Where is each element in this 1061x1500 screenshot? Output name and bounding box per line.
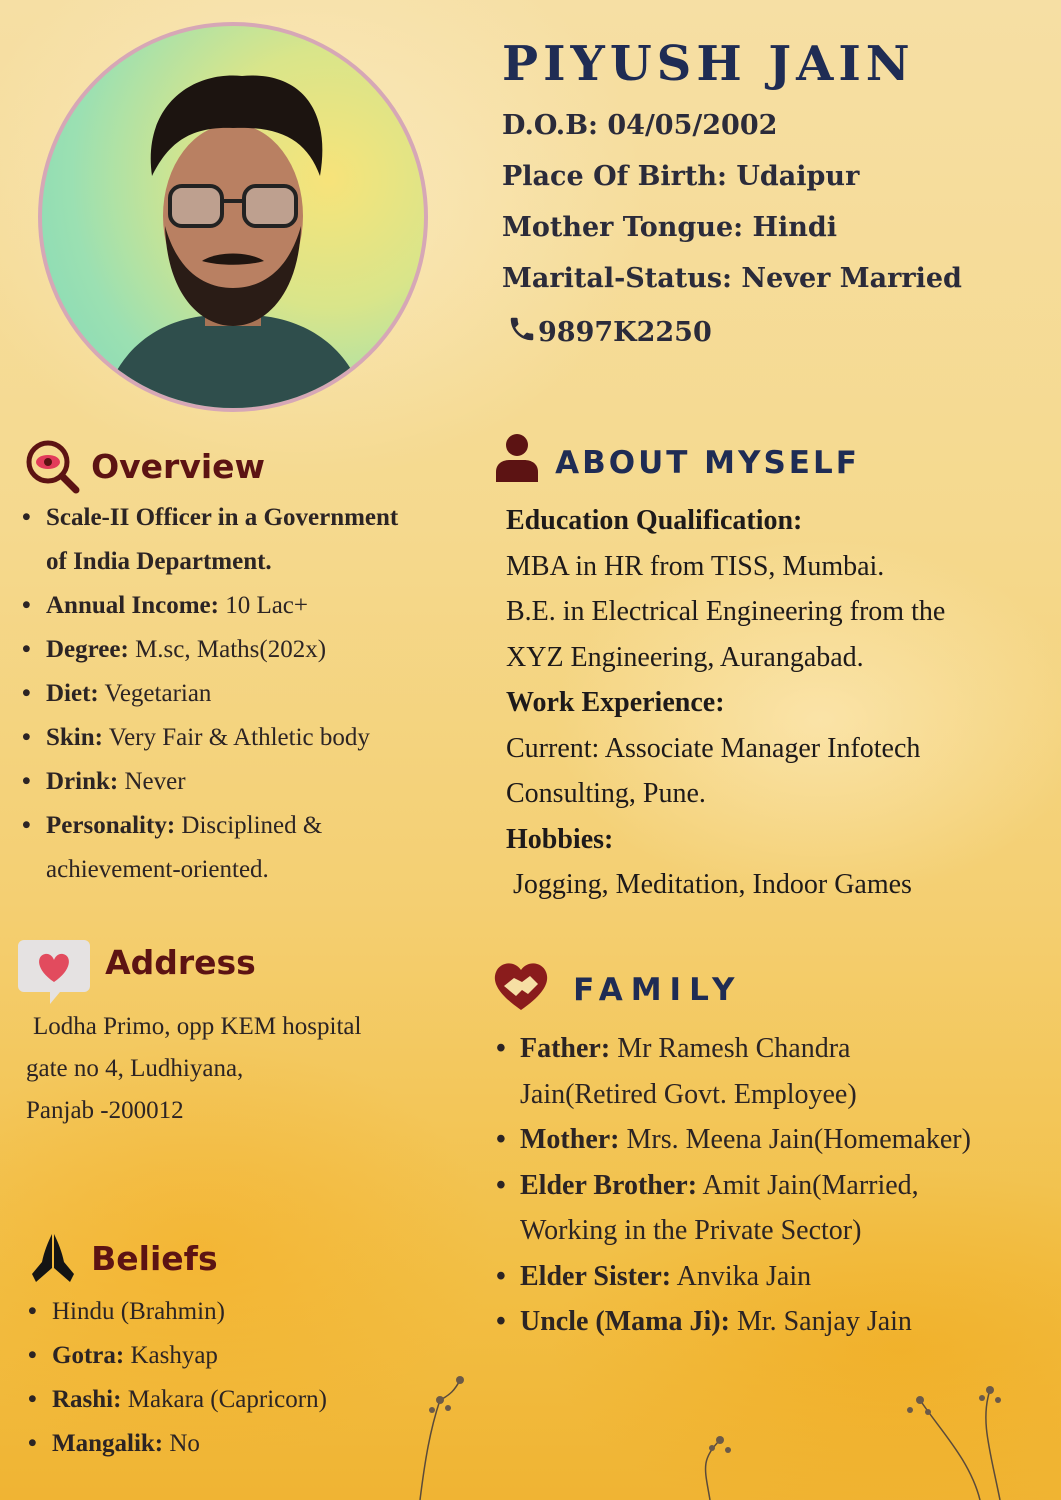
address-line: Panjab -200012 — [26, 1097, 184, 1124]
beliefs-header — [30, 1232, 218, 1284]
list-item: • Mangalik: No — [26, 1422, 426, 1466]
handshake-heart-icon — [492, 960, 550, 1012]
phone-row — [506, 314, 712, 348]
address-header — [16, 936, 256, 1008]
family-header — [492, 960, 742, 1012]
search-eye-icon — [24, 438, 80, 494]
list-item: • Uncle (Mama Ji): Mr. Sanjay Jain — [494, 1299, 1061, 1345]
list-item: • Drink: Never — [20, 760, 470, 804]
family-list — [494, 1026, 1061, 1345]
phone-number: 9897K2250 — [538, 317, 712, 348]
education-line: B.E. in Electrical Engineering from the — [506, 596, 946, 627]
work-label: Work Experience: — [506, 687, 725, 718]
profile-name: PIYUSH JAIN — [502, 36, 915, 92]
list-item: • Degree: M.sc, Maths(202x) — [20, 628, 470, 672]
overview-list — [20, 496, 470, 892]
address-line: gate no 4, Ludhiyana, — [26, 1055, 244, 1082]
person-icon — [494, 432, 540, 482]
dried-flowers-decoration — [380, 1370, 1061, 1500]
beliefs-title: Beliefs — [91, 1238, 218, 1278]
hobbies-label: Hobbies: — [506, 823, 614, 855]
hobbies-line: Jogging, Meditation, Indoor Games — [506, 869, 912, 900]
education-line: XYZ Engineering, Aurangabad. — [506, 641, 864, 673]
overview-header — [24, 438, 265, 494]
list-item: • Mother: Mrs. Meena Jain(Homemaker) — [494, 1117, 1061, 1163]
beliefs-list — [26, 1290, 426, 1466]
list-item: • Diet: Vegetarian — [20, 672, 470, 716]
place-of-birth: Place Of Birth: Udaipur — [502, 161, 860, 192]
list-item: • Rashi: Makara (Capricorn) — [26, 1378, 426, 1422]
list-item: • Gotra: Kashyap — [26, 1334, 426, 1378]
work-line: Current: Associate Manager Infotech — [506, 732, 921, 764]
about-header — [494, 432, 860, 482]
work-line: Consulting, Pune. — [506, 778, 706, 809]
family-title: FAMILY — [573, 972, 743, 1008]
list-item: • Scale-II Officer in a Government of India Department. — [20, 496, 470, 584]
list-item: • Elder Sister: Anvika Jain — [494, 1254, 1061, 1300]
address-line: Lodha Primo, opp KEM hospital — [33, 1013, 362, 1040]
marital-status: Marital-Status: Never Married — [502, 263, 962, 294]
praying-hands-icon — [30, 1232, 76, 1284]
person-portrait — [42, 26, 424, 408]
list-item: • Father: Mr Ramesh Chandra Jain(Retired Govt. Employee) — [494, 1026, 1061, 1117]
overview-title: Overview — [91, 446, 266, 486]
list-item: • Skin: Very Fair & Athletic body — [20, 716, 470, 760]
address-text — [26, 1006, 361, 1132]
heart-chat-icon — [16, 936, 92, 1008]
phone-icon — [506, 314, 538, 344]
address-title: Address — [105, 942, 256, 982]
profile-photo — [38, 22, 428, 412]
list-item: • Annual Income: 10 Lac+ — [20, 584, 470, 628]
list-item: • Hindu (Brahmin) — [26, 1290, 426, 1334]
about-title: ABOUT MYSELF — [555, 445, 860, 481]
dob: D.O.B: 04/05/2002 — [502, 110, 778, 141]
education-label: Education Qualification: — [506, 505, 803, 536]
about-content — [506, 498, 945, 908]
list-item: • Elder Brother: Amit Jain(Married, Working in the Private Sector) — [494, 1163, 1061, 1254]
mother-tongue: Mother Tongue: Hindi — [502, 212, 838, 243]
list-item: • Personality: Disciplined & achievement-oriented. — [20, 804, 470, 892]
education-line: MBA in HR from TISS, Mumbai. — [506, 550, 885, 582]
